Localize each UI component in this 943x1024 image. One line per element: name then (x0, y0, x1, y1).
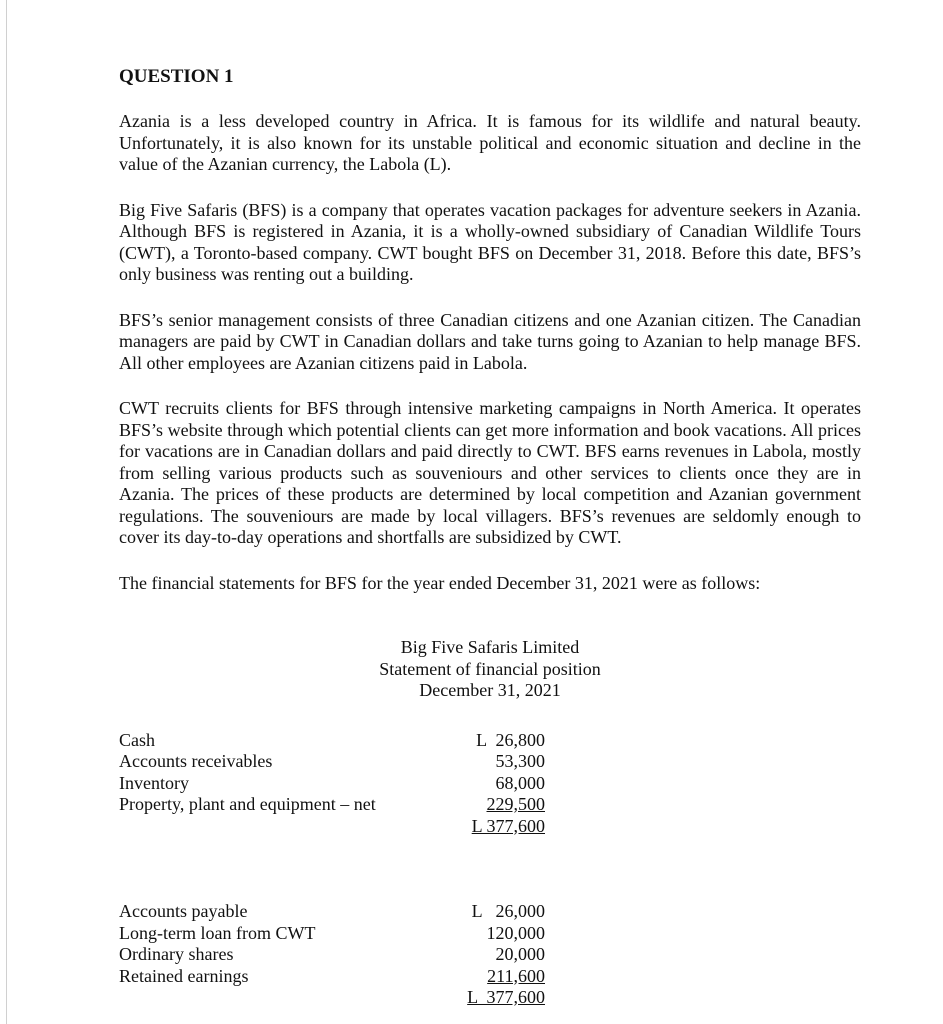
line-item-amount: 120,000 (486, 922, 545, 943)
line-item-label: Ordinary shares (119, 944, 234, 964)
line-item-label: Retained earnings (119, 965, 249, 986)
paragraph-financial-intro: The financial statements for BFS for the year ended December 31, 2021 were as follows: (119, 572, 761, 593)
table-row (119, 730, 545, 752)
line-item-amount: 229,500 (486, 794, 545, 814)
line-item-amount: L 26,000 (471, 901, 545, 921)
table-row (119, 966, 545, 988)
line-item-amount: 20,000 (495, 944, 545, 964)
total-assets-amount: L 377,600 (471, 815, 545, 836)
paragraph-azania: Azania is a less developed country in Africa. It is famous for its wildlife and natural beauty. Unfortunately, it is also known for its unstable political and economic situation and decline in the value of the Azanian currency, the Labola (L). (119, 111, 861, 174)
line-item-amount: 68,000 (495, 772, 545, 793)
line-item-label: Property, plant and equipment – net (119, 794, 376, 814)
line-item-label: Accounts payable (119, 901, 248, 921)
table-row (119, 773, 545, 795)
line-item-label: Long-term loan from CWT (119, 922, 316, 943)
line-item-amount: 53,300 (495, 751, 545, 771)
paragraph-management: BFS’s senior management consists of three Canadian citizens and one Azanian citizen. The Canadian managers are paid by CWT in Canadian dollars and take turns going to Azanian to help manage BFS. All other employees are Azanian citizens paid in Labola. (119, 309, 861, 373)
document-page (119, 66, 861, 1009)
table-row (119, 751, 545, 773)
total-liabilities-equity-amount: L 377,600 (467, 987, 545, 1007)
table-row-total (119, 987, 545, 1009)
line-item-amount: 211,600 (487, 965, 545, 986)
table-row (119, 794, 545, 816)
line-item-amount: L 26,800 (476, 729, 545, 750)
table-row (119, 944, 545, 966)
statement-company: Big Five Safaris Limited (400, 637, 580, 657)
table-row-total (119, 816, 545, 838)
paragraph-cwt-recruits: CWT recruits clients for BFS through intensive marketing campaigns in North America. It operates BFS’s website through which potential clients can get more information and book vacations. All prices for vacations are in Canadian dollars and paid directly to CWT. BFS earns revenues in Labola, mostly from selling various products such as souveniours and other services to clients once they are in Azania. The prices of these products are determined by local competition and Azanian government regulations. The souveniours are made by local villagers. BFS’s revenues are seldomly enough to cover its day-to-day operations and shortfalls are subsidized by CWT. (119, 398, 861, 547)
statement-header (119, 637, 861, 702)
page-edge-line (6, 0, 7, 1024)
line-item-label: Cash (119, 729, 155, 750)
statement-date: December 31, 2021 (419, 680, 561, 700)
paragraph-bfs-company: Big Five Safaris (BFS) is a company that operates vacation packages for adventure seekers in Azania. Although BFS is registered in Azania, it is a wholly-owned subsidiary of Canadian Wildlife Tours (CWT), a Toronto-based company. CWT bought BFS on December 31, 2018. Before this date, BFS’s only business was renting out a building. (119, 199, 861, 284)
statement-name: Statement of financial position (379, 658, 601, 679)
line-item-label: Accounts receivables (119, 751, 273, 771)
table-row (119, 901, 545, 923)
financial-position-table (119, 730, 545, 1009)
table-row (119, 923, 545, 945)
question-title: QUESTION 1 (119, 66, 234, 87)
line-item-label: Inventory (119, 772, 189, 793)
